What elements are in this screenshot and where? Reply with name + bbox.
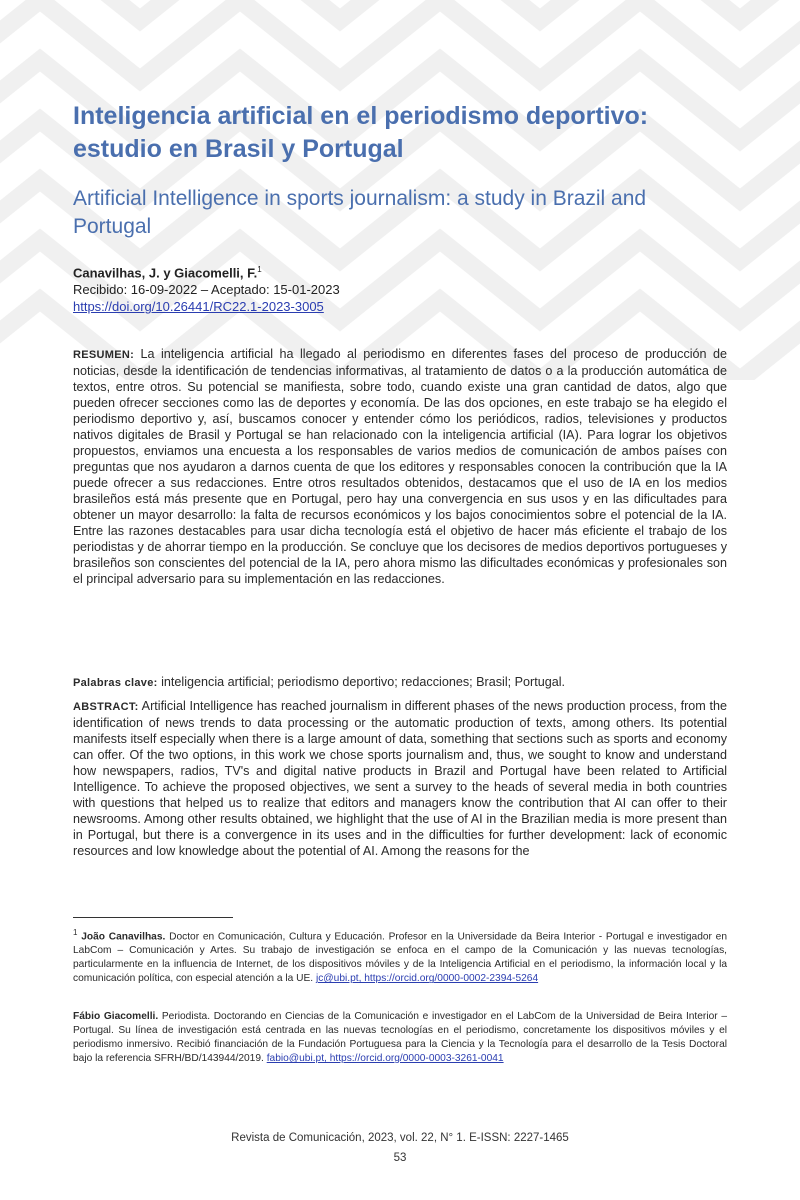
resumen-paragraph [73, 346, 727, 587]
title-spanish: Inteligencia artificial en el periodismo deportivo: estudio en Brasil y Portugal [73, 102, 649, 163]
title-english: Artificial Intelligence in sports journalism: a study in Brazil and Portugal [73, 187, 647, 238]
keywords-label: Palabras clave: [73, 677, 158, 689]
footnote-giacomelli [73, 1010, 727, 1066]
footnote-mark: 1 [73, 928, 78, 937]
authors-line [73, 261, 727, 281]
authors: Canavilhas, J. y Giacomelli, F. [73, 265, 258, 281]
footnote-bio: Doctor en Comunicación, Cultura y Educación. Profesor en la Universidade da Beira Interior - Portugal e investigador en LabCom – Comunicación y Artes. Su trabajo de investigación se enfoca en el campo de la Comunicación y las nuevas tecnologías, particularmente en la influencia de Internet, de los dispositivos móviles y de la Inteligencia Artificial en el periodismo, la información local y la comunicación política, con especial atención a la UE. [73, 931, 727, 985]
footnote-bio: Periodista. Doctorando en Ciencias de la Comunicación e investigador en el LabCom de la Universidad de Beira Interior – Portugal. Su línea de investigación está centrada en las nuevas tecnologías en el periodismo, concretamente los dispositivos móviles y el periodismo inmersivo. Recibió financiación de la Fundación Portuguesa para la Ciencia y la Tecnología para el desarrollo de la Tesis Doctoral bajo la referencia SFRH/BD/143944/2019. [73, 1011, 727, 1064]
abstract-paragraph [73, 698, 727, 859]
journal-citation: Revista de Comunicación, 2023, vol. 22, N° 1. E-ISSN: 2227-1465 [231, 1132, 569, 1144]
doi-link[interactable]: https://doi.org/10.26441/RC22.1-2023-3005 [73, 299, 324, 315]
article-meta [73, 261, 727, 315]
received-accepted-dates: Recibido: 16-09-2022 – Aceptado: 15-01-2023 [73, 282, 340, 298]
footnote-contact-links[interactable]: fabio@ubi.pt, https://orcid.org/0000-0003-3261-0041 [266, 1053, 504, 1064]
keywords-paragraph [73, 674, 727, 691]
footnote-canavilhas [73, 926, 727, 986]
resumen-text: La inteligencia artificial ha llegado al periodismo en diferentes fases del proceso de producción de noticias, desde la identificación de tendencias informativas, al tratamiento de datos o a la producción automática de textos, entre otros. Su potencial se manifiesta, sobre todo, cuando existe una gran cantidad de datos, algo que pueden ofrecer secciones como las de deportes y economía. De las dos opciones, en este trabajo se ha elegido el periodismo deportivo y, así, buscamos conocer y entender cómo los periódicos, radios, televisiones y productos nativos digitales de Brasil y Portugal se han relacionado con la inteligencia artificial (IA). Para lograr los objetivos propuestos, enviamos una encuesta a los responsables de varios medios de comunicación de ambos países con preguntas que nos ayudaron a darnos cuenta de que los editores y responsables conocen la contribución que la IA puede ofrecer a sus redacciones. Entre otros resultados obtenidos, destacamos que el uso de IA en los medios brasileños está más presente que en Portugal, pero hay una convergencia en sus usos y en las dificultades para obtener un mayor desarrollo: la falta de recursos económicos y los bajos conocimientos sobre el potencial de la IA. Entre las razones destacables para usar dicha tecnología está el objetivo de hacer más eficiente el trabajo de los periodistas y de ahorrar tiempo en la producción. Se concluye que los decisores de medios deportivos portugueses y brasileños son conscientes del potencial de la IA, pero ahora mismo las dificultades económicas y profesionales son el principal adversario para su implementación en las redacciones. [73, 347, 727, 586]
abstract-text: Artificial Intelligence has reached journalism in different phases of the news production process, from the identification of news trends to data processing or the automatic production of texts, among others. Its potential manifests itself especially when there is a large amount of data, something that sections such as sports and economy can offer. Of the two options, in this work we chose sports journalism and, thus, we sought to know and understand how newspapers, radios, TV's and digital native products in Brazil and Portugal have been related to Artificial Intelligence. To achieve the proposed objectives, we sent a survey to the heads of several media in both countries with questions that helped us to realize that editors and managers know the contribution that AI can offer to their newsrooms. Among other results obtained, we highlight that the use of AI in the Brazilian media is more present than in Portugal, but there is a convergence in its uses and in the difficulties for further development: lack of economic resources and low knowledge about the potential of AI. Among the reasons for the [73, 699, 727, 858]
footnote-author-name: João Canavilhas. [81, 931, 166, 943]
page-number: 53 [393, 1152, 407, 1164]
keywords-text: inteligencia artificial; periodismo deportivo; redacciones; Brasil; Portugal. [161, 675, 566, 689]
footnote-contact-links[interactable]: jc@ubi.pt, https://orcid.org/0000-0002-2394-5264 [315, 973, 539, 985]
footnote-author-name: Fábio Giacomelli. [73, 1011, 159, 1022]
resumen-label: RESUMEN: [73, 349, 135, 361]
footnote-divider [73, 917, 233, 918]
authors-footnote-mark[interactable]: 1 [257, 265, 262, 274]
abstract-label: ABSTRACT: [73, 701, 139, 713]
